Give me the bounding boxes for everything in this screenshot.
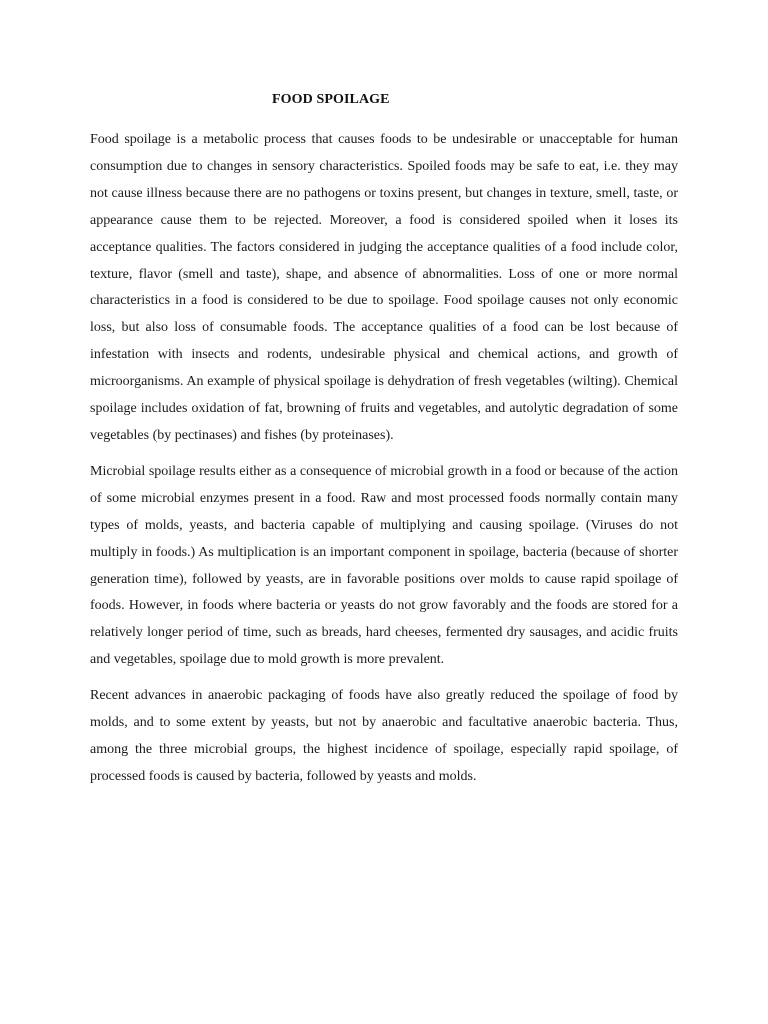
- document-title: FOOD SPOILAGE: [272, 92, 390, 107]
- paragraph-anaerobic-packaging: Recent advances in anaerobic packaging of foods have also greatly reduced the spoilage of food by molds, and to some extent by yeasts, but not by anaerobic and facultative anaerobic bacteria. Thus, among the three microbial groups, the highest incidence of spoilage, especially rapid spoilage, of processed foods is caused by bacteria, followed by yeasts and molds.: [90, 688, 678, 784]
- paragraph-food-spoilage-definition: Food spoilage is a metabolic process that causes foods to be undesirable or unacceptable for human consumption due to changes in sensory characteristics. Spoiled foods may be safe to eat, i.e. they may not cause illness because there are no pathogens or toxins present, but changes in texture, smell, taste, or appearance cause them to be rejected. Moreover, a food is considered spoiled when it loses its acceptance qualities. The factors considered in judging the acceptance qualities of a food include color, texture, flavor (smell and taste), shape, and absence of abnormalities. Loss of one or more normal characteristics in a food is considered to be due to spoilage. Food spoilage causes not only economic loss, but also loss of consumable foods. The acceptance qualities of a food can be lost because of infestation with insects and rodents, undesirable physical and chemical actions, and growth of microorganisms. An example of physical spoilage is dehydration of fresh vegetables (wilting). Chemical spoilage includes oxidation of fat, browning of fruits and vegetables, and autolytic degradation of some vegetables (by pectinases) and fishes (by proteinases).: [90, 132, 678, 443]
- document-body: [90, 127, 678, 800]
- paragraph-microbial-spoilage: Microbial spoilage results either as a consequence of microbial growth in a food or because of the action of some microbial enzymes present in a food. Raw and most processed foods normally contain many types of molds, yeasts, and bacteria capable of multiplying and causing spoilage. (Viruses do not multiply in foods.) As multiplication is an important component in spoilage, bacteria (because of shorter generation time), followed by yeasts, are in favorable positions over molds to cause rapid spoilage of foods. However, in foods where bacteria or yeasts do not grow favorably and the foods are stored for a relatively longer period of time, such as breads, hard cheeses, fermented dry sausages, and acidic fruits and vegetables, spoilage due to mold growth is more prevalent.: [90, 463, 678, 668]
